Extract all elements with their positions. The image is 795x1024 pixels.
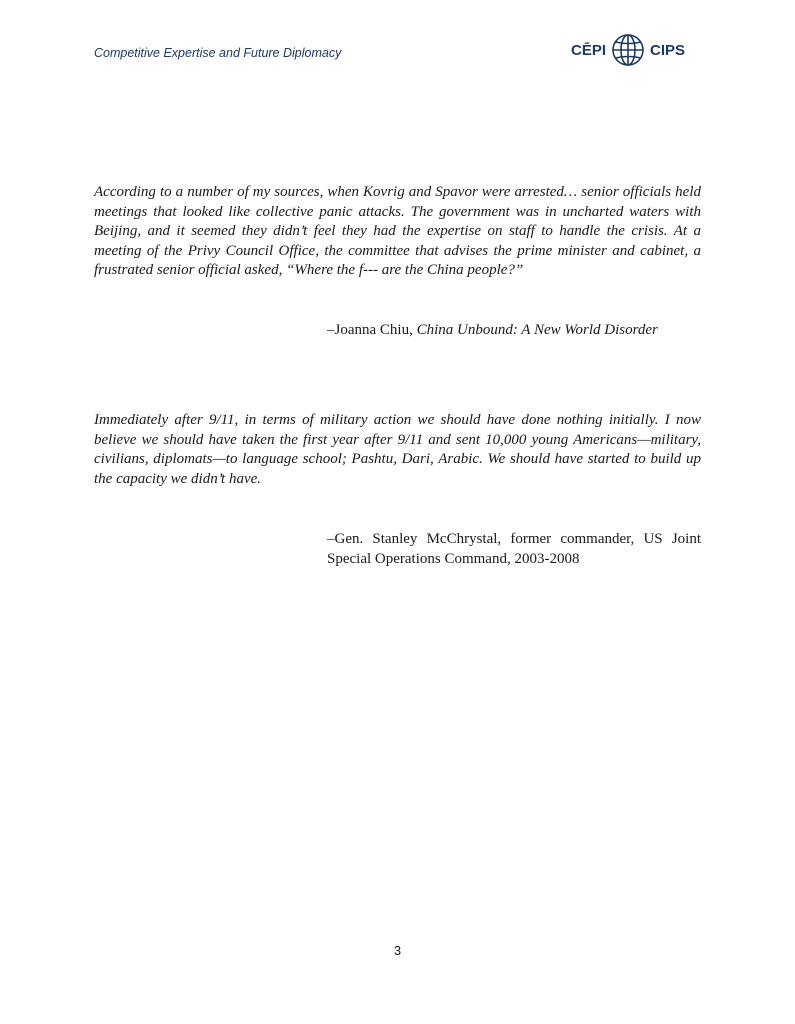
quote-mcchrystal: Immediately after 9/11, in terms of military action we should have done nothing initially. I now believe we should have taken the first year after 9/11 and sent 10,000 young Americans—military, civilians, diplomats—to language school; Pashtu, Dari, Arabic. We should have started to build up the capacity we didn’t have. [94, 412, 701, 487]
globe-icon [610, 31, 646, 69]
cepi-cips-logo [571, 30, 696, 70]
quote-chiu: According to a number of my sources, when Kovrig and Spavor were arrested… senior officials held meetings that looked like collective panic attacks. The government was in uncharted waters with Beijing, and it seemed they didn’t feel they had the expertise on staff to handle the crisis. At a meeting of the Privy Council Office, the committee that advises the prime minister and cabinet, a frustrated senior official asked, “Where the f--- are the China people?” [94, 184, 701, 278]
attribution-chiu-author: –Joanna Chiu, [327, 322, 417, 338]
attribution-mcchrystal-author: –Gen. Stanley McChrystal, former commander, US Joint Special Operations Command, 2003-2008 [327, 531, 701, 567]
logo-cepi-text: CĒPI [571, 41, 607, 59]
logo-cips-text: CIPS [650, 41, 686, 59]
attribution-chiu-book: China Unbound: A New World Disorder [416, 322, 658, 338]
page-number: 3 [393, 943, 402, 958]
header-title: Competitive Expertise and Future Diplomacy [94, 46, 342, 60]
attribution-mcchrystal [327, 530, 701, 569]
attribution-chiu [327, 321, 701, 341]
